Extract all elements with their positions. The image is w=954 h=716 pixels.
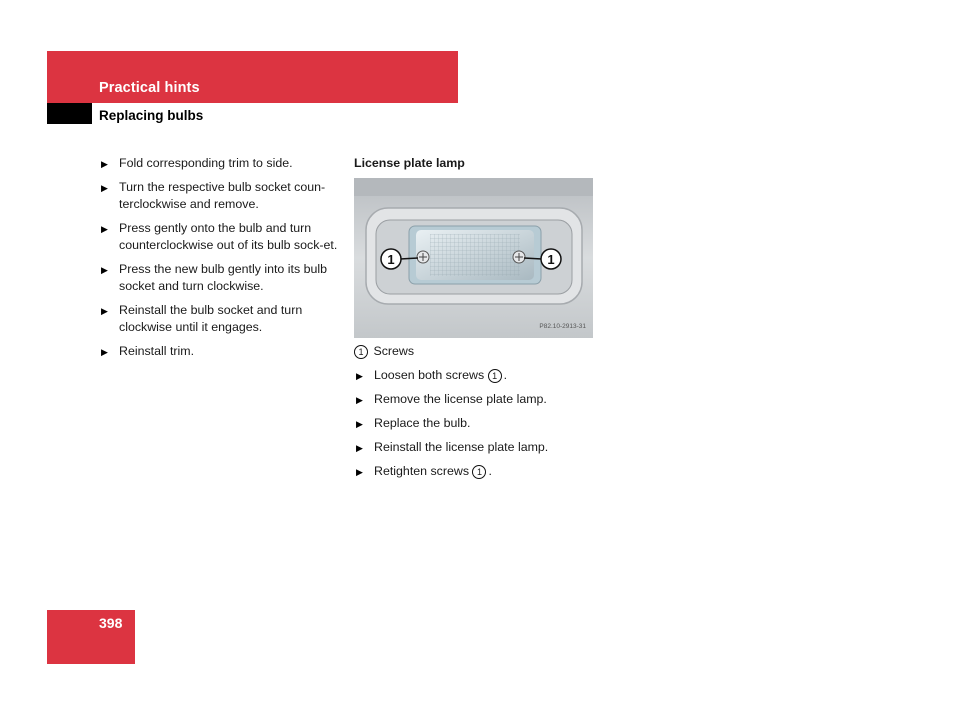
callout-screw-right: 1 [547,252,555,267]
step-text: Turn the respective bulb socket coun-terclockwise and remove. [119,180,326,211]
bullet-arrow-icon: ▶ [356,371,363,381]
figure-title: License plate lamp [354,156,465,170]
step-text: Press the new bulb gently into its bulb socket and turn clockwise. [119,262,328,293]
step-item [354,439,604,456]
step-item [99,343,339,360]
figure-code: P82.10-2913-31 [539,323,586,330]
license-plate-lamp-figure [354,178,593,338]
callout-number: 1 [488,369,502,383]
step-item [354,415,604,432]
right-column [354,155,604,487]
step-text: Press gently onto the bulb and turn counterclockwise out of its bulb sock-et. [119,221,338,252]
step-text-end: . [488,464,492,478]
bullet-arrow-icon: ▶ [356,443,363,453]
section-tab-marker [47,103,92,124]
step-text: Fold corresponding trim to side. [119,156,293,170]
step-text: Reinstall the bulb socket and turn clockwise until it engages. [119,303,303,334]
section-title: Practical hints [99,80,200,96]
bullet-arrow-icon: ▶ [356,419,363,429]
page-number: 398 [99,615,123,631]
step-item [354,463,604,480]
bullet-arrow-icon: ▶ [356,467,363,477]
left-column [99,155,339,367]
bullet-arrow-icon: ▶ [101,159,108,169]
step-text: Retighten screws [374,464,473,478]
step-text: Reinstall the license plate lamp. [374,440,549,454]
callout-number: 1 [472,465,486,479]
step-item [99,155,339,172]
step-item [99,302,339,336]
step-text: Remove the license plate lamp. [374,392,547,406]
callout-number: 1 [354,345,368,359]
callout-screw-left: 1 [387,252,395,267]
bullet-arrow-icon: ▶ [101,224,108,234]
step-item [99,220,339,254]
subsection-title: Replacing bulbs [99,108,204,123]
bullet-arrow-icon: ▶ [101,347,108,357]
bullet-arrow-icon: ▶ [101,183,108,193]
legend-text: Screws [373,344,415,358]
step-text-end: . [503,368,508,382]
step-item [99,179,339,213]
step-text: Reinstall trim. [119,344,195,358]
step-text: Loosen both screws [374,368,488,382]
step-text: Replace the bulb. [374,416,471,430]
license-plate-lamp-illustration [354,178,593,338]
figure-legend [354,343,604,360]
bullet-arrow-icon: ▶ [101,306,108,316]
bullet-arrow-icon: ▶ [101,265,108,275]
step-item [99,261,339,295]
bullet-arrow-icon: ▶ [356,395,363,405]
step-item [354,391,604,408]
step-item [354,367,604,384]
